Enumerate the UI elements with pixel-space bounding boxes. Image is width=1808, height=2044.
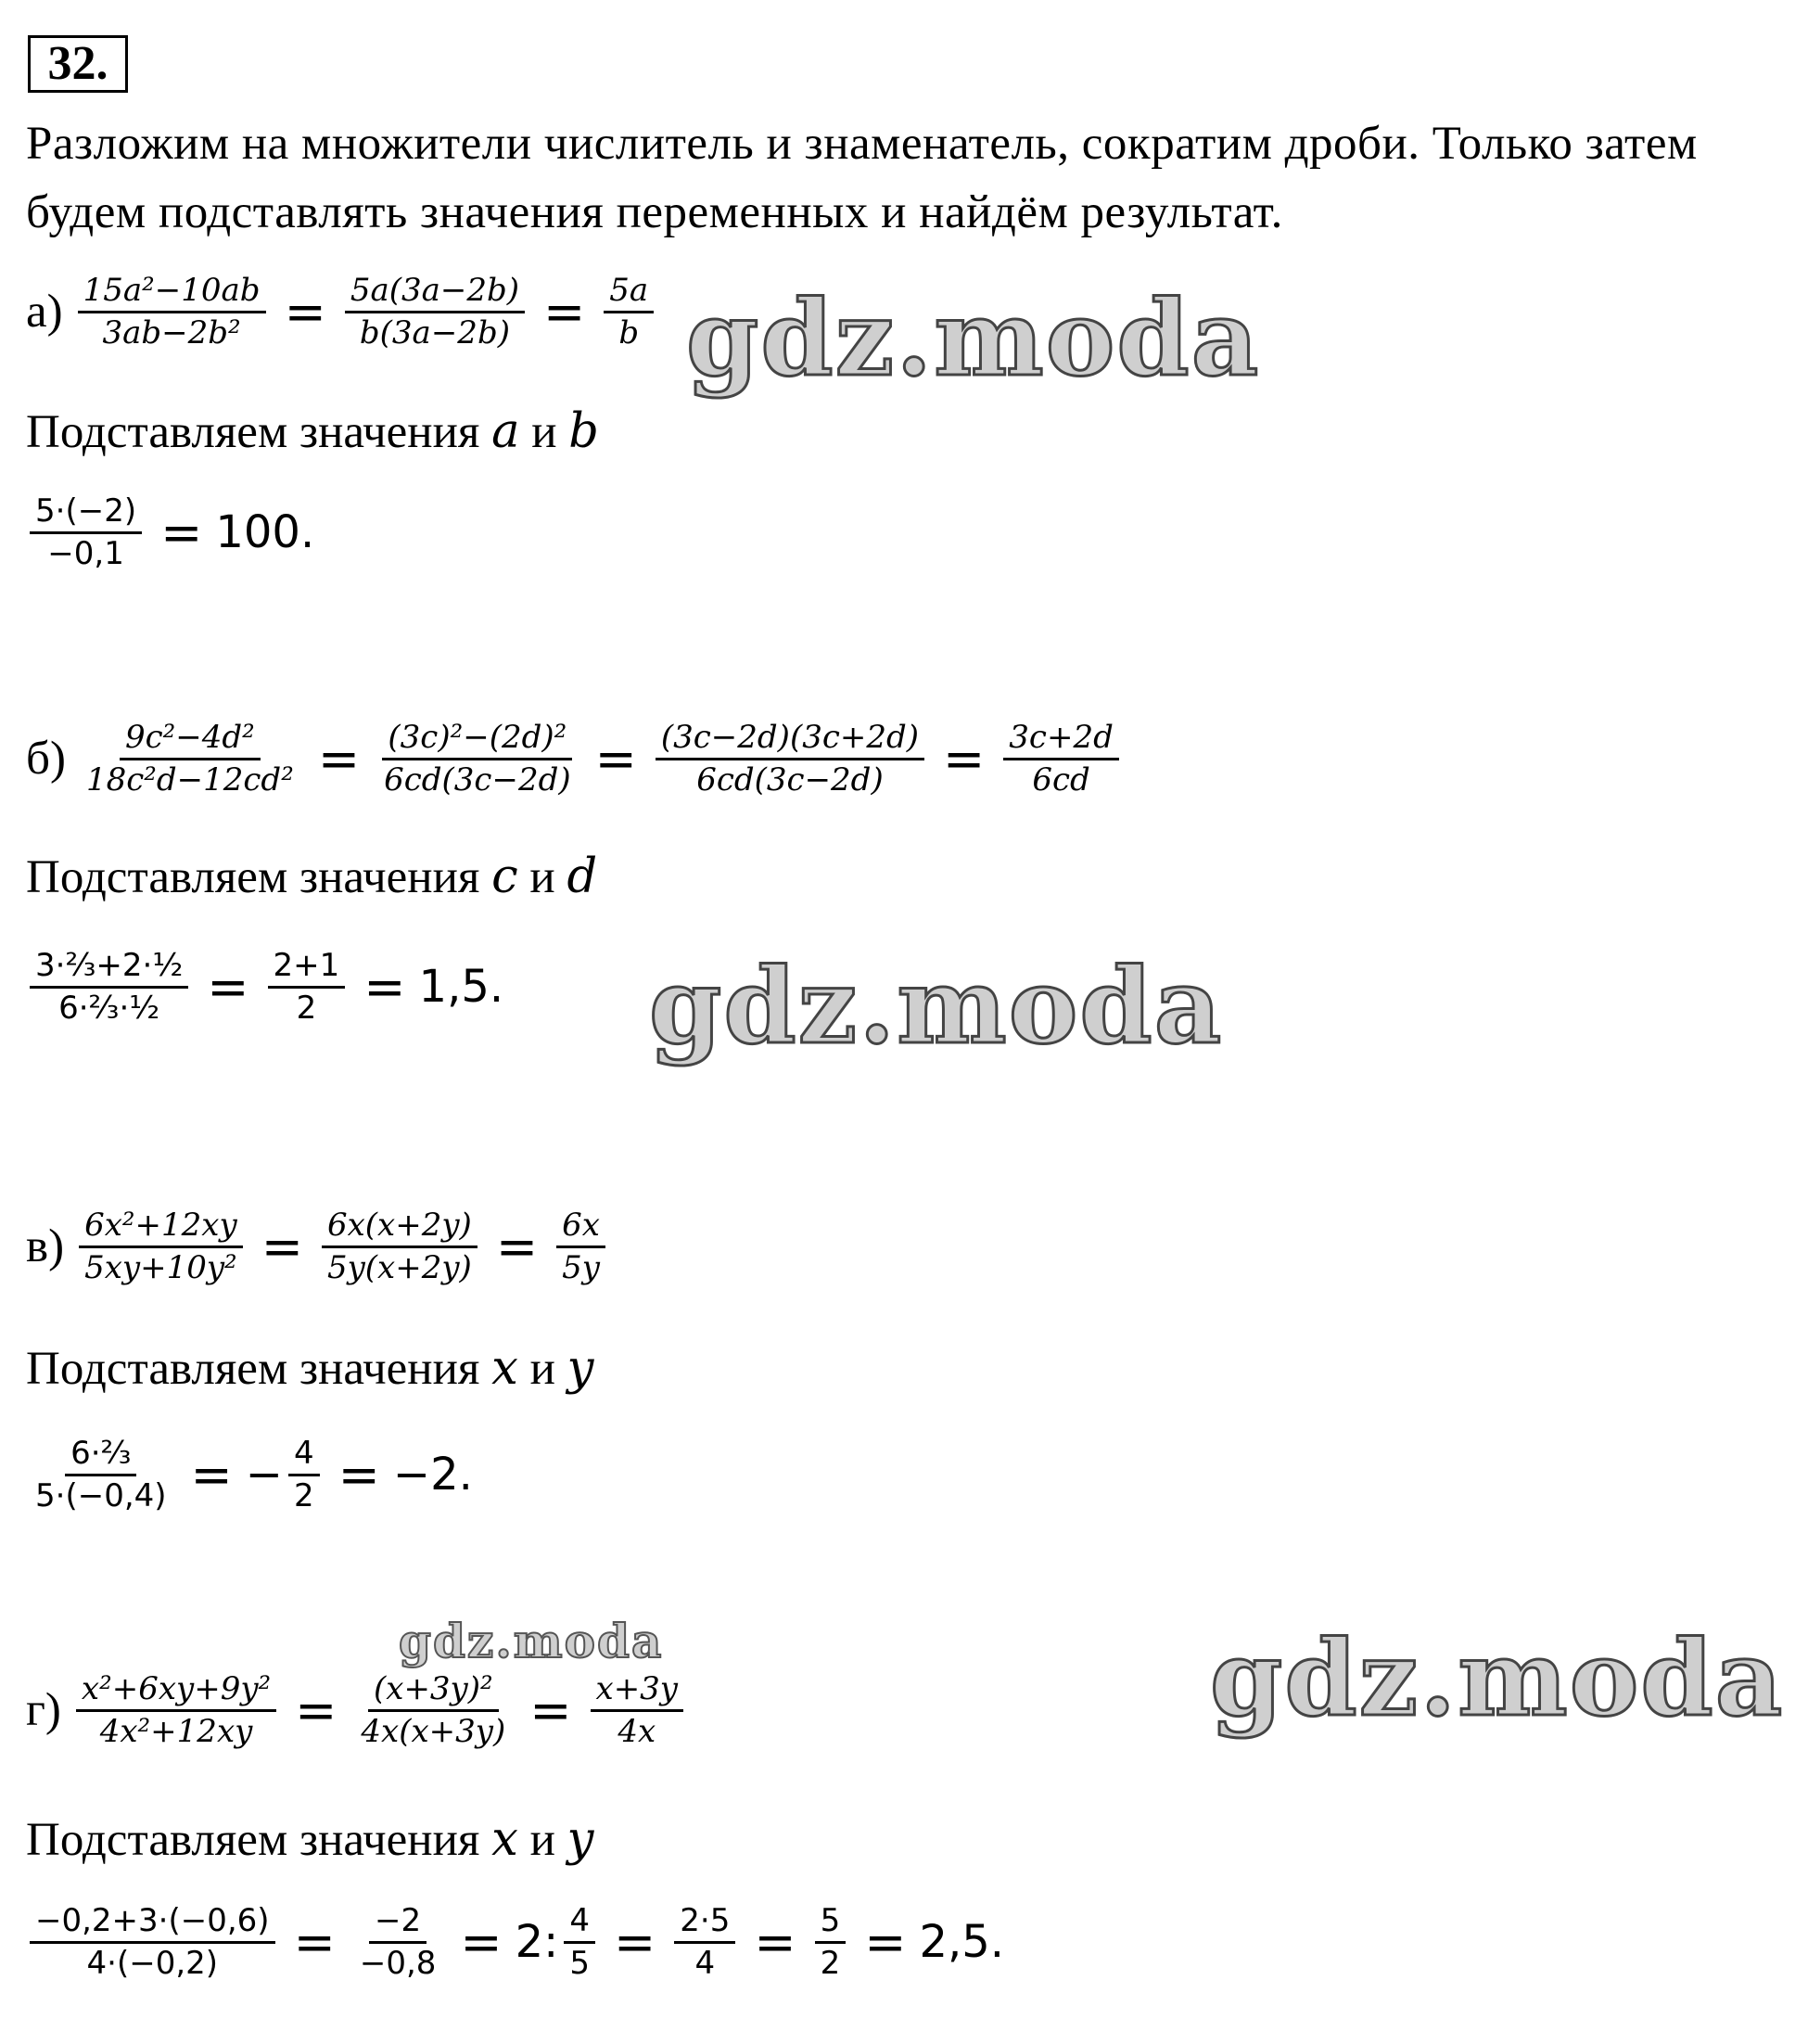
- part-v-label: в): [26, 1220, 65, 1272]
- part-a-substitute: Подставляем значения a и b: [26, 404, 599, 459]
- part-b-equation: б) $\frac{\text{9c²−4d²}}{\text{18c²d−12cd²}}$ = $\frac{\text{(3c)²−(2d)²}}{6cd(3c-2d)}$ = $\frac{(3c-2d)(3c+2d)}{6cd(3c-2d)}$ = $\frac{3c+2d}{6cd}$: [26, 718, 1125, 799]
- part-b-calculation: $\frac{\text{3·⅔+2·½}}{\text{6·⅔·½}}$ = $\frac{2+1}{2}$ = 1,5.: [24, 946, 503, 1028]
- watermark-1: gdz.moda: [686, 278, 1261, 400]
- problem-number: 32.: [28, 35, 128, 93]
- part-a-equation: а) $\frac{\text{15a²−10ab}}{\text{3ab−2b²}}$ = $\frac{5a(3a-2b)}{b(3a-2b)}$ = $\frac{5a}{b}$: [26, 271, 659, 352]
- watermark-4: gdz.moda: [1210, 1618, 1785, 1740]
- part-g-calculation: $\frac{-0,2+3\cdot(-0,6)}{4\cdot(-0,2)}$ = $\frac{-2}{-0,8}$ = 2: $\frac{4}{5}$ = $\frac{2\cdot 5}{4}$ = $\frac{5}{2}$ = 2,5.: [24, 1901, 1004, 1983]
- part-g-label: г): [26, 1684, 61, 1736]
- part-b-label: б): [26, 733, 66, 785]
- watermark-2: gdz.moda: [649, 946, 1224, 1067]
- part-g-equation: г) $\frac{\text{x²+6xy+9y²}}{\text{4x²+12xy}}$ = $\frac{\text{(x+3y)²}}{4x(x+3y)}$ = $\frac{x+3y}{4x}$: [26, 1669, 689, 1751]
- watermark-3: gdz.moda: [399, 1614, 664, 1668]
- part-b-substitute: Подставляем значения c и d: [26, 850, 598, 904]
- part-a-label: а): [26, 286, 63, 338]
- part-v-calculation: $\frac{\text{6·⅔}}{5\cdot(-0,4)}$ = − $\frac{4}{2}$ = −2.: [35, 1435, 473, 1514]
- part-v-substitute: Подставляем значения x и y: [26, 1341, 594, 1396]
- intro-paragraph: Разложим на множители числитель и знаменатель, сократим дроби. Только затем будем подставлять значения переменных и найдём результат.: [26, 118, 1698, 238]
- part-v-equation: в) $\frac{\text{6x²+12xy}}{\text{5xy+10y²}}$ = $\frac{6x(x+2y)}{5y(x+2y)}$ = $\frac{6x}{5y}$: [26, 1206, 611, 1287]
- part-a-calculation: $\frac{5\cdot(-2)}{-0,1}$ = 100.: [24, 492, 314, 573]
- part-g-substitute: Подставляем значения x и y: [26, 1812, 594, 1867]
